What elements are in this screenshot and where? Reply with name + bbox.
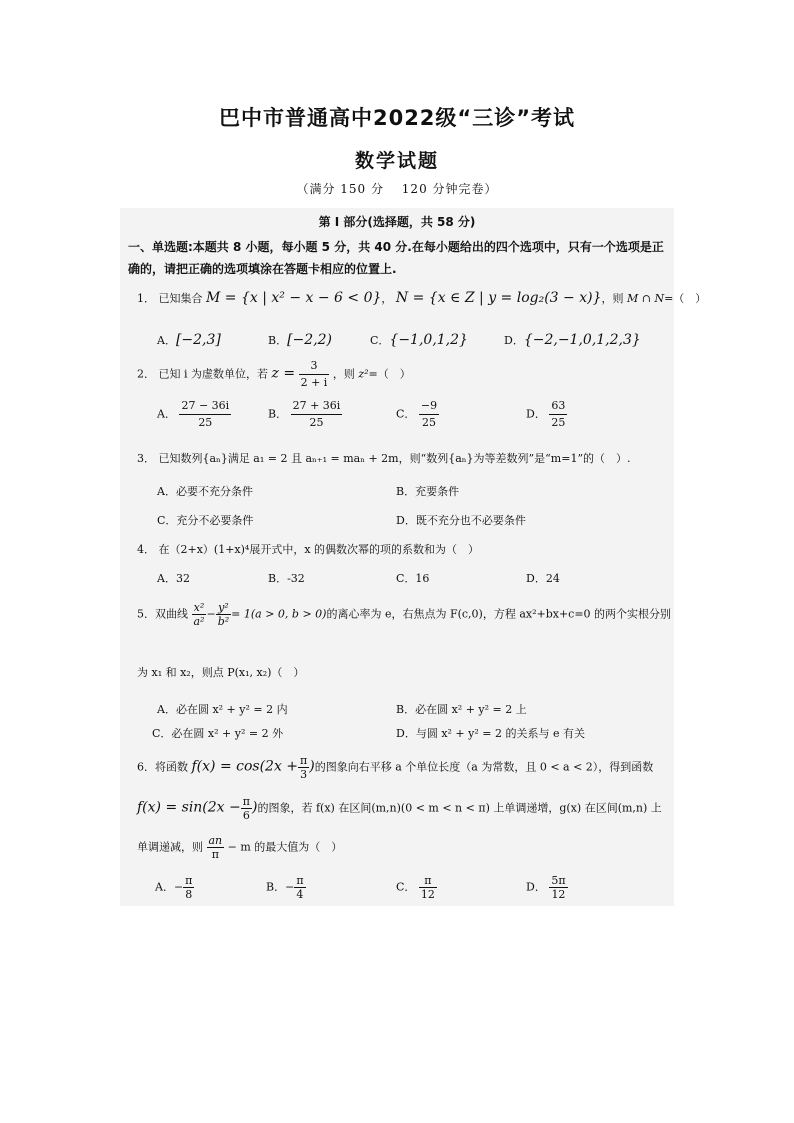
question-text: ，则 (332, 367, 355, 381)
q1-option-a[interactable] (157, 332, 221, 348)
q3-option-d[interactable]: D．既不充分也不必要条件 (396, 514, 526, 527)
question-6-line-2 (137, 795, 662, 822)
question-text: 将函数 (155, 760, 188, 774)
option-value: {−1,0,1,2} (389, 332, 468, 348)
option-fraction: $\frac{5\pi}{12}$ (551, 874, 566, 901)
q4-option-a[interactable]: A．32 (157, 572, 190, 585)
fraction: $\frac{\text{x²}}{\text{a²}}$ (193, 601, 205, 628)
q2-option-d[interactable] (526, 398, 567, 431)
q1-option-d[interactable] (504, 332, 641, 348)
option-label: A． (157, 407, 176, 421)
option-fraction: $\frac{27 - 36i}{25}$ (181, 399, 230, 429)
q3-option-a[interactable]: A．必要不充分条件 (157, 485, 253, 498)
function-expr: f(x) = sin(2x − (137, 799, 241, 816)
q4-option-d[interactable]: D．24 (526, 572, 560, 585)
question-text: 已知数列{aₙ}满足 a₁ = 2 且 aₙ₊₁ = maₙ + 2m，则“数列{aₙ}为等差数列”是“m=1”的（ ）. (158, 452, 631, 465)
option-label: D． (526, 880, 546, 894)
question-text: 双曲线 (155, 607, 188, 621)
question-text: − m 的最大值为（ ） (227, 840, 343, 854)
q1-option-c[interactable] (370, 332, 468, 348)
q5-option-c[interactable]: C．必在圆 x² + y² = 2 外 (152, 727, 284, 740)
question-4 (137, 541, 479, 557)
question-text: =（ ） (664, 292, 707, 305)
option-fraction: $\frac{\pi}{8}$ (185, 874, 193, 901)
fraction: $\frac{3}{2 + i}$ (300, 359, 328, 389)
question-number: 5． (137, 607, 155, 621)
option-fraction: $\frac{\pi}{12}$ (420, 874, 435, 901)
q1-option-b[interactable] (268, 332, 332, 348)
question-text: 的图象，若 f(x) 在区间(m,n)(0 < m < n < π) 上单调递增，g(x) 在区间(m,n) 上 (257, 801, 662, 815)
question-number: 1． (137, 292, 155, 305)
set-m: M = {x | x² − x − 6 < 0} (206, 290, 382, 306)
q6-option-a[interactable] (155, 874, 194, 901)
q2-option-a[interactable] (157, 398, 231, 431)
question-text: 在（2+x）(1+x)⁴展开式中，x 的偶数次幂的项的系数和为（ ） (158, 543, 480, 556)
separator: ， (381, 292, 393, 305)
exam-subtitle: 数学试题 (354, 150, 439, 172)
option-label: A． (155, 880, 174, 894)
question-6 (137, 754, 653, 781)
exam-title: 巴中市普通高中2022级“三诊”考试 (218, 106, 576, 130)
question-number: 3． (137, 452, 155, 465)
option-fraction: $\frac{27 + 36i}{25}$ (292, 399, 341, 429)
fraction: $\frac{\pi}{3}$ (300, 754, 308, 781)
z-squared: z² (358, 367, 369, 381)
section-instructions: 一、单选题:本题共 8 小题，每小题 5 分，共 40 分.在每小题给出的四个选项中，只有一个选项是正确的，请把正确的选项填涂在答题卡相应的位置上. (128, 240, 664, 276)
q6-option-d[interactable] (526, 874, 568, 901)
option-label: A． (157, 334, 176, 347)
q2-option-c[interactable] (396, 398, 439, 431)
q4-option-b[interactable]: B．-32 (268, 572, 305, 585)
sign: − (173, 880, 184, 894)
option-label: C． (396, 880, 416, 894)
option-label: B． (268, 407, 288, 421)
question-5 (137, 601, 671, 628)
part-heading: 第 I 部分(选择题，共 58 分) (318, 215, 476, 229)
option-fraction: $\frac{63}{25}$ (551, 399, 566, 429)
fraction: $\frac{\text{y²}}{\text{b²}}$ (217, 601, 230, 628)
option-value: [−2,2) (287, 332, 333, 348)
question-number: 2． (137, 367, 155, 381)
equation-tail: = 1(a > 0, b > 0) (231, 607, 327, 621)
intersection-expr: M ∩ N (626, 292, 665, 305)
q5-option-a[interactable]: A．必在圆 x² + y² = 2 内 (157, 703, 288, 716)
set-n: N = {x ∈ Z | y = log₂(3 − x)} (395, 290, 602, 306)
minus-sign: − (206, 607, 216, 621)
question-text: 单调递减，则 (137, 840, 203, 854)
question-3 (137, 450, 631, 466)
option-fraction: $\frac{-9}{25}$ (420, 399, 438, 429)
z-eq: z = (271, 365, 296, 382)
fraction: $\frac{\pi}{6}$ (242, 795, 250, 822)
q2-option-b[interactable] (268, 398, 342, 431)
q6-option-b[interactable] (266, 874, 306, 901)
option-fraction: $\frac{\pi}{4}$ (296, 874, 304, 901)
paren-close: ) (309, 758, 315, 775)
q4-option-c[interactable]: C．16 (396, 572, 430, 585)
option-label: D． (504, 334, 524, 347)
option-label: B． (266, 880, 286, 894)
paren-close: ) (252, 799, 258, 816)
option-label: B． (268, 334, 288, 347)
question-number: 6． (137, 760, 155, 774)
option-label: D． (526, 407, 546, 421)
q6-option-c[interactable] (396, 874, 437, 901)
option-label: C． (396, 407, 416, 421)
question-text: 的图象向右平移 a 个单位长度（a 为常数，且 0 < a < 2），得到函数 (314, 760, 654, 774)
fraction: $\frac{an}{\pi}$ (208, 834, 223, 861)
question-text: ，则 (601, 292, 624, 305)
option-label: C． (370, 334, 390, 347)
option-value: {−2,−1,0,1,2,3} (523, 332, 641, 348)
q3-option-b[interactable]: B．充要条件 (396, 485, 460, 498)
exam-note: （满分 150 分 120 分钟完卷） (296, 182, 498, 196)
question-2 (137, 358, 411, 391)
question-text: 的离心率为 e，右焦点为 F(c,0)，方程 ax²+bx+c=0 的两个实根分别 (326, 607, 672, 621)
question-number: 4． (137, 543, 155, 556)
question-1 (137, 290, 706, 306)
question-text: 已知集合 (158, 292, 203, 305)
question-text: =（ ） (368, 367, 411, 381)
q3-option-c[interactable]: C．充分不必要条件 (157, 514, 254, 527)
option-value: [−2,3] (175, 332, 221, 348)
q5-option-d[interactable]: D．与圆 x² + y² = 2 的关系与 e 有关 (396, 727, 585, 740)
question-text: 已知 i 为虚数单位，若 (158, 367, 269, 381)
question-6-line-3 (137, 834, 342, 861)
question-5-line-2: 为 x₁ 和 x₂，则点 P(x₁, x₂)（ ） (137, 666, 305, 679)
q5-option-b[interactable]: B．必在圆 x² + y² = 2 上 (396, 703, 527, 716)
function-expr: f(x) = cos(2x + (191, 758, 299, 775)
sign: − (285, 880, 295, 894)
